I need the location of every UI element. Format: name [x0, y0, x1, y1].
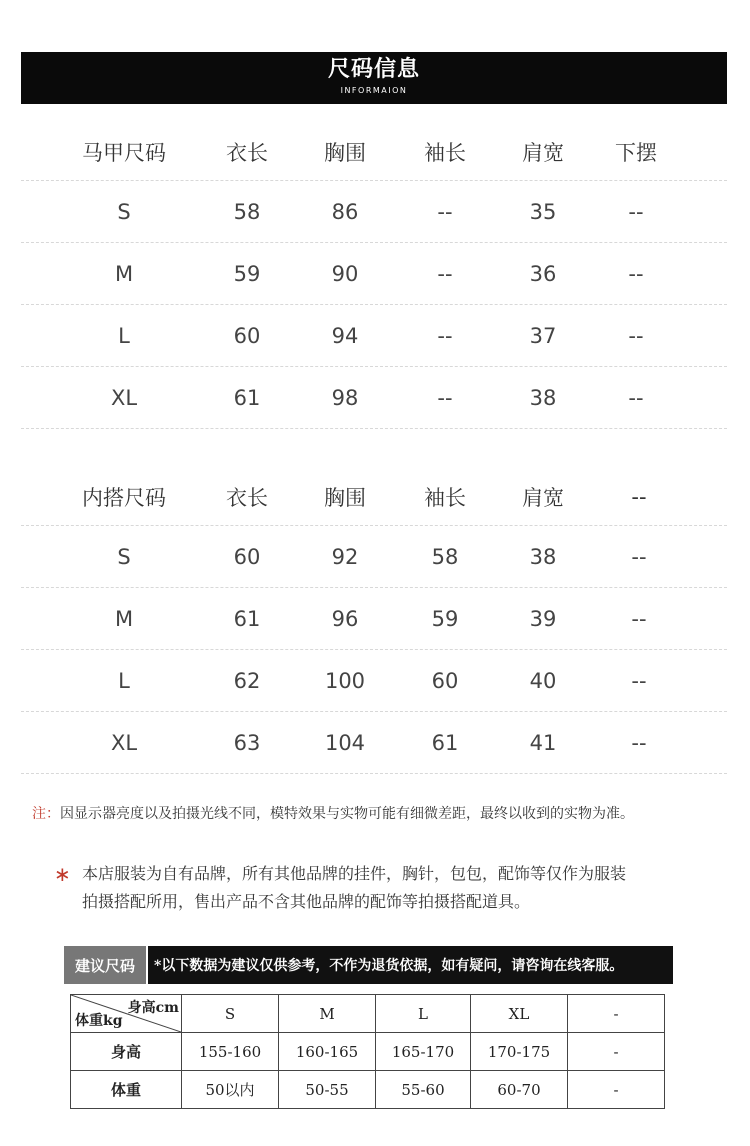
table-cell: 60: [431, 668, 459, 693]
table-cell: --: [628, 385, 644, 410]
note-mark: 注：: [32, 806, 60, 822]
table-row: [21, 243, 727, 305]
table-cell: 59: [431, 606, 459, 631]
table-cell: --: [628, 199, 644, 224]
advice-message: *以下数据为建议仅供参考，不作为退货依据，如有疑问，请咨询在线客服。: [154, 958, 624, 974]
column-header: 马甲尺码: [82, 141, 166, 165]
table-row: [71, 1033, 665, 1071]
vest-size-table: [21, 124, 727, 429]
table-cell: 155-160: [182, 1033, 279, 1071]
table-cell: XL: [110, 730, 138, 755]
table-cell: --: [631, 668, 647, 693]
table-cell: -: [568, 1071, 665, 1109]
corner-weight-label: 体重kg: [75, 1013, 123, 1029]
column-header: 衣长: [226, 141, 268, 165]
table-cell: 50-55: [279, 1071, 376, 1109]
display-note: [32, 803, 634, 823]
size-header: M: [279, 995, 376, 1033]
column-header: 下摆: [615, 141, 657, 165]
table-cell: --: [437, 199, 453, 224]
table-cell: 86: [331, 199, 359, 224]
size-header: S: [182, 995, 279, 1033]
table-cell: 98: [331, 385, 359, 410]
size-header: L: [376, 995, 471, 1033]
brand-notice: [54, 860, 744, 916]
table-cell: 38: [529, 385, 557, 410]
advice-size-table: [70, 994, 665, 1109]
advice-tag: 建议尺码: [64, 946, 148, 984]
size-header: -: [568, 995, 665, 1033]
table-cell: 63: [233, 730, 261, 755]
table-cell: 62: [233, 668, 261, 693]
table-cell: 170-175: [471, 1033, 568, 1071]
column-header: 胸围: [324, 486, 366, 510]
column-header: 袖长: [424, 141, 466, 165]
column-header: 衣长: [226, 486, 268, 510]
table-header-row: [21, 124, 727, 181]
table-cell: M: [114, 261, 134, 286]
table-cell: 61: [431, 730, 459, 755]
table-cell: 60: [233, 544, 261, 569]
table-cell: S: [117, 199, 131, 224]
table-cell: L: [118, 668, 130, 693]
table-cell: 90: [331, 261, 359, 286]
table-cell: 40: [529, 668, 557, 693]
asterisk-icon: ∗: [54, 862, 71, 886]
table-cell: 92: [331, 544, 359, 569]
table-row: [21, 588, 727, 650]
note-text: 因显示器亮度以及拍摄光线不同，模特效果与实物可能有细微差距，最终以收到的实物为准。: [60, 806, 634, 822]
table-row: [21, 712, 727, 774]
table-cell: --: [631, 606, 647, 631]
column-header: 内搭尺码: [82, 486, 166, 510]
table-cell: 38: [529, 544, 557, 569]
table-cell: 100: [324, 668, 366, 693]
table-cell: 160-165: [279, 1033, 376, 1071]
table-cell: --: [437, 261, 453, 286]
table-cell: -: [568, 1033, 665, 1071]
table-cell: 35: [529, 199, 557, 224]
page-subtitle: INFORMAION: [340, 86, 408, 95]
table-header-row: [71, 995, 665, 1033]
page-title: 尺码信息: [327, 57, 420, 82]
table-row: [71, 1071, 665, 1109]
notice-line: 拍摄搭配所用，售出产品不含其他品牌的配饰等拍摄搭配道具。: [82, 892, 531, 911]
table-cell: 61: [233, 385, 261, 410]
table-row: [21, 367, 727, 429]
table-row: [21, 305, 727, 367]
table-cell: 50以内: [182, 1071, 279, 1109]
table-cell: M: [114, 606, 134, 631]
corner-height-label: 身高cm: [127, 1000, 179, 1016]
table-cell: XL: [110, 385, 138, 410]
table-cell: 36: [529, 261, 557, 286]
column-header: 袖长: [424, 486, 466, 510]
table-cell: 55-60: [376, 1071, 471, 1109]
advice-header-bar: [64, 946, 673, 984]
table-row: [21, 181, 727, 243]
table-cell: 104: [324, 730, 366, 755]
column-header: --: [631, 485, 647, 509]
row-label: 身高: [71, 1033, 182, 1071]
row-label: 体重: [71, 1071, 182, 1109]
inner-size-table: [21, 469, 727, 774]
table-cell: --: [628, 323, 644, 348]
table-header-row: [21, 469, 727, 526]
column-header: 肩宽: [522, 141, 564, 165]
header-banner: [21, 52, 727, 104]
notice-line: 本店服装为自有品牌，所有其他品牌的挂件，胸针，包包，配饰等仅作为服装: [82, 864, 627, 883]
table-cell: 60-70: [471, 1071, 568, 1109]
table-cell: S: [117, 544, 131, 569]
table-row: [21, 650, 727, 712]
table-cell: 61: [233, 606, 261, 631]
table-cell: --: [631, 544, 647, 569]
table-cell: 60: [233, 323, 261, 348]
table-cell: L: [118, 323, 130, 348]
table-cell: 39: [529, 606, 557, 631]
table-cell: --: [437, 323, 453, 348]
table-cell: --: [437, 385, 453, 410]
corner-cell: [71, 995, 182, 1033]
table-cell: 37: [529, 323, 557, 348]
table-cell: 58: [431, 544, 459, 569]
column-header: 胸围: [324, 141, 366, 165]
size-header: XL: [471, 995, 568, 1033]
table-cell: 94: [331, 323, 359, 348]
table-cell: --: [628, 261, 644, 286]
table-cell: 165-170: [376, 1033, 471, 1071]
table-cell: --: [631, 730, 647, 755]
table-cell: 41: [529, 730, 557, 755]
table-cell: 58: [233, 199, 261, 224]
table-cell: 96: [331, 606, 359, 631]
table-cell: 59: [233, 261, 261, 286]
table-row: [21, 526, 727, 588]
column-header: 肩宽: [522, 486, 564, 510]
